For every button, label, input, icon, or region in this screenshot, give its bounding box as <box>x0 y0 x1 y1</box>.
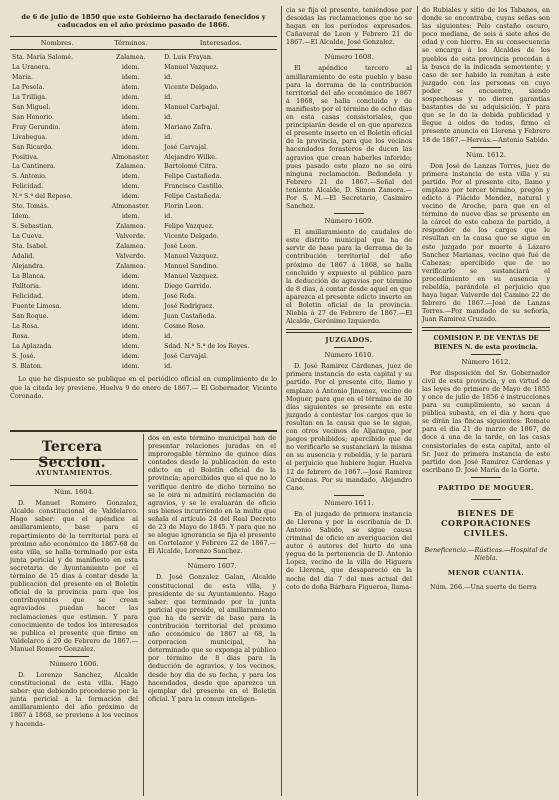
notice-text: dos en este término municipal han de presentar relaciones juradas en el improrogable término de quince días contados desde la publicación de este edicto en el Boletín oficial de la provincia; apercibidos que el que no lo verifique dentro de dicho término no se le oirá ni admitirá reclamación de agravios, y se le evaluarán de oficio sus bienes incurriendo en la multa que señala el artículo 24 del Real Decreto de 23 de Mayo de 1845. Y para que no se alegue ignorancia se fija el presente en Cortelazor y Febrero 22 de 1867.—El Alcalde, Lorenzo Sanchez. <box>148 434 276 556</box>
claim-name: Fray Gerundio. <box>12 123 61 131</box>
section-title: Tercera Seccion. <box>38 439 106 471</box>
divider <box>334 49 364 50</box>
category-line: Beneficencia.—Rústicas.—Hospital de Niebla. <box>424 546 548 563</box>
claim-term: Zalamea. <box>116 53 146 61</box>
claim-holder: Vicente Delgado. <box>164 83 219 91</box>
table-row <box>10 212 277 222</box>
district-heading: PARTIDO DE MOGUER. <box>438 484 534 493</box>
claim-name: Adalid. <box>12 253 35 261</box>
claim-holder: Manuel Vazquez. <box>164 272 219 280</box>
notice-number: Número 1609. <box>324 217 374 226</box>
notice-text: Don José de Lanzas Torres, juez de primera instancia de esta villa y su partido. Por el presente cito, llamo y emplazo por tercer término, pregón y edicto á Plácido Mendez, natural y vecino de Aroche, para que en el término de nueve días se presente en la cárcel de este cabeza de partido, á responder de los cargos que le resultan en la causa que se sigue en este juzgado por muerte á Lázaro Sanchez Marianas, vecino que fué de Cabezas; apercibido que de no verificarlo se sustanciará el procedimiento en su ausencia y rebeldía, parándole el perjuicio que haya lugar. Valverde del Camino 22 de febrero de 1867.—José de Lanzas Torres.—Por mandado de su señoría, Juan Ramirez Cruzado. <box>422 161 550 324</box>
table-row <box>10 73 277 83</box>
claim-holder: José Leon. <box>164 243 198 251</box>
claim-term: idem. <box>121 73 140 81</box>
claim-name: Felicidad. <box>12 292 44 300</box>
table-row <box>10 302 277 312</box>
table-row <box>10 292 277 302</box>
claim-term: idem. <box>121 183 140 191</box>
notice-number: Núm. 1604. <box>54 488 94 497</box>
notice-text: Núm. 266.—Una suerte de tierra <box>430 583 537 592</box>
claim-holder: Felipe Castañeda. <box>164 193 222 201</box>
claim-term: idem. <box>121 322 140 330</box>
notice-number: Número 1608. <box>324 53 374 62</box>
claim-holder: D. Luis Frayan. <box>164 53 213 61</box>
notice-closing: Lo que he dispuesto se publique en el periódico oficial en cumplimiento de lo que la citada ley previene. Huelva 9 de enero de 1867.— El Gobernador, Vicente Coronado. <box>10 375 277 400</box>
claim-term: Valverde. <box>115 233 146 241</box>
amount-heading: MENOR CUANTIA. <box>447 568 525 577</box>
column-two-upper <box>286 6 412 591</box>
claim-holder: José Rodriguez. <box>164 302 215 310</box>
column-rule <box>417 6 418 796</box>
claim-name: María. <box>12 73 33 81</box>
claim-term: idem. <box>121 133 140 141</box>
notice-text: En el juzgado de primera instancia de Llerena y por la escribanía de D. Antonio Sabido, se sigue causa criminal de oficio en averiguación del autor ó autores del hurto de una yegua de la pertenencia de D. Antonio Lopez, vecino de la villa de Higuera de Llerena, que desapareció en la noche del dia 7 del mes actual del coto de doña Bárbara Figueroa, llama- <box>286 509 412 591</box>
claim-term: idem. <box>121 113 140 121</box>
notice-number: Número 1610. <box>324 351 374 360</box>
table-row <box>10 232 277 242</box>
claim-holder: Manuel Vazquez. <box>164 63 219 71</box>
claim-name: La Cueva. <box>12 233 44 241</box>
table-row <box>10 182 277 192</box>
table-header <box>10 36 277 50</box>
notice-text: El amillaramiento de caudales de este distrito municipal que ha de servir de base para la derrama de la contribución territorial del año próximo de 1867 á 1868, se halla concluido y expuesto al público para la deducción de agravios por término de 8 días, á contar desde aquel en que aparezca el presente edicto inserto en el Boletin oficial de la provincia. Niebla á 27 de Febrero de 1867.—El Alcalde, Gerónimo Izquierdo. <box>286 228 412 326</box>
table-row <box>10 63 277 73</box>
divider <box>197 558 227 559</box>
claims-table <box>10 53 277 372</box>
table-row <box>10 242 277 252</box>
divider <box>471 147 501 148</box>
claim-name: San Miguel. <box>12 103 51 111</box>
claim-term: idem. <box>121 83 140 91</box>
notice-text: cia se fija el presente, teniéndose por desoidas las reclamaciones que no se hagan en los períodos expresados. Cañaveral de Leon y Febrero 21 de 1867.—El Alcalde, José Gonzalez. <box>286 6 412 47</box>
column-rule <box>143 434 144 796</box>
section-heading-ayuntamientos: AYUNTAMIENTOS. <box>35 468 113 477</box>
claim-term: Zalamea. <box>116 262 146 270</box>
double-rule <box>422 327 550 331</box>
claim-term: idem. <box>121 93 140 101</box>
notice-text: D. Manuel Romero Gonzalez, Alcalde constitucional de Valdelarco. Hago saber: que el apéndice al amillaramiento, base para el repartimiento de la territorial para el próximo año económico de 1867-68 de esta villa, se halla terminado por esta junta pericial y de manifiesto en esta secretaria de Ayuntamiento por el término de 15 dias á contar desde la publicación del presente en el Boletín oficial de la provincia para que los contribuyentes que se crean agraviados puedan hacer las reclamaciones que estimen. Y para conocimiento de todos los interesados se publica el presente que firmo en Valdelarco á 29 de Febrero de 1867.—Manuel Romero Gonzalez. <box>10 499 138 653</box>
divider <box>334 213 364 214</box>
claim-name: La Aplazada. <box>12 342 54 350</box>
notice-text: D. José Ramirez Cárdenas, juez de primera instancia de esta capital y su partido. Por el presente cito, llamo y emplazo á Antonio Jimenez, vecino de Moguer, para que en el término de 30 días siguientes se presente en este juzgado á contestar los cargos que le resultan en la causa que se le sigue, con otros vecinos de Aljaraque, por juegos prohibidos; apercibido que de no verificarlo se sustanciará la misma en su ausencia y rebeldía, y le parará el perjuicio que hubiere lugar. Huelva 12 de febrero de 1867.—José Ramirez Cárdenas. Por su mandado, Alejandro Cano. <box>286 362 412 492</box>
claim-name: S. Sebastian. <box>12 223 54 231</box>
commission-heading: COMISION P. DE VENTAS DE BIENES N. de esta provincia. <box>433 334 539 351</box>
assets-heading: BIENES DE CORPORACIONES CIVILES. <box>441 508 531 539</box>
claim-term: Zalamea. <box>116 243 146 251</box>
table-row <box>10 332 277 342</box>
claim-term: idem. <box>121 143 140 151</box>
claim-term: idem. <box>121 342 140 350</box>
claim-name: Rosa. <box>12 332 30 340</box>
claim-name: S. Blaton. <box>12 362 43 370</box>
claim-name: La Cantinera. <box>12 163 56 171</box>
claim-holder: Felipe Vazquez. <box>164 223 214 231</box>
notice-number: Número 1612. <box>461 357 511 366</box>
table-row <box>10 162 277 172</box>
claim-name: La Trilliga. <box>12 93 47 101</box>
claim-holder: José Rofa. <box>164 292 197 300</box>
claim-holder: id. <box>164 213 173 221</box>
notice-number: Número 1611. <box>324 498 374 507</box>
notice-text: do Rubiales y sitio de los Tabanos, en donde se encontraba, cuyas señas son las siguientes: Pelo castaño oscuro, poco mediana, de seis á siete años de edad y con hierro. En su consecuencia se encarga á los Alcaldes de los pueblos de esta provincia procedan á la busca de la indicada semoviente; y caso de ser habido la remitan á este juzgado con las personas en cuyo poder se encuentre, siendo sospechosas y no dieren garantías bastantes de su adquisición. Y para que se le de la debida publicidad y llegue á oidos de todos, firmo el presente anuncio en Llerena y Febrero 18 de 1867.—Hervás.—Antonio Sabido. <box>422 6 550 144</box>
table-row <box>10 133 277 143</box>
claim-name: Felicidad. <box>12 183 44 191</box>
header-terms: Términos. <box>114 38 148 47</box>
claim-holder: Florin Leon. <box>164 203 204 211</box>
claim-holder: José Carvajal. <box>164 352 209 360</box>
table-row <box>10 192 277 202</box>
notice-text: D. José Gonzalez Galan, Alcalde constitucional de esta villa, y presidente de su Ayuntamiento. Hago saber: que terminado por la junta pericial que preside, el amillaramiento que ha de servir de base para la contribución territorial del próximo año económico de 1867 al 68, la corporacion municipal, ha determinado que se exponga al público por término de 8 dias para la deducción de agravios, y los vecinos, desde hoy dia de su fecha, y para los hacendados, desde que aparezca un ejemplar del presente en el Boletín oficial. Y para la comun inteligen- <box>148 573 276 703</box>
claim-name: San Ricardo. <box>12 143 53 151</box>
claim-holder: Sdad. N.ª S.ª de los Reyes. <box>164 342 250 350</box>
claim-term: Almonaster. <box>111 203 150 211</box>
divider <box>334 495 364 496</box>
claim-holder: Francisco Castillo. <box>164 183 224 191</box>
claim-holder: Alejandro Wilke. <box>164 153 217 161</box>
claim-name: La Blanca. <box>12 272 46 280</box>
notice-lead: de 6 de julio de 1850 que este Gobierno ha declarado fenecidos y caducados en el año próximo pasado de 1866. <box>21 12 266 29</box>
divider <box>471 477 501 478</box>
table-row <box>10 113 277 123</box>
claim-term: idem. <box>121 362 140 370</box>
table-row <box>10 322 277 332</box>
table-row <box>10 252 277 262</box>
claim-holder: id. <box>164 113 173 121</box>
claim-name: Positiva. <box>12 153 39 161</box>
claim-term: idem. <box>121 282 140 290</box>
claim-name: La Rosa. <box>12 322 40 330</box>
claim-term: idem. <box>121 123 140 131</box>
claim-name: S. José. <box>12 352 36 360</box>
claim-name: La Pesela. <box>12 83 45 91</box>
mining-notice <box>10 6 277 400</box>
claim-name: San Honorio. <box>12 113 54 121</box>
claim-holder: Manuel Carbajal. <box>164 103 220 111</box>
claim-name: Palltoria. <box>12 282 41 290</box>
column-one-lower <box>10 459 138 728</box>
notice-text: D. Lorenzo Sanchez, Alcalde constitucional de esta villa. Hago saber: que debiendo procederse por la junta pericial á la formación del amillaramiento del año próximo de 1867 á 1868, se previene á los vecinos y hacenda- <box>10 670 138 728</box>
claim-term: idem. <box>121 272 140 280</box>
header-names: Nombres. <box>40 38 74 47</box>
divider <box>471 499 501 500</box>
claim-term: idem. <box>121 103 140 111</box>
claim-holder: Felipe Castañeda. <box>164 173 222 181</box>
claim-holder: id. <box>164 73 173 81</box>
claim-holder: Manuel Vazquez. <box>164 253 219 261</box>
claim-term: idem. <box>121 193 140 201</box>
claim-term: idem. <box>121 302 140 310</box>
claim-name: Sta. Isabel. <box>12 243 48 251</box>
table-row <box>10 362 277 372</box>
table-row <box>10 83 277 93</box>
claim-term: Almonaster. <box>111 153 150 161</box>
table-row <box>10 272 277 282</box>
claim-name: N.ª S.ª del Reposo. <box>12 193 73 201</box>
notice-text: Por disposición del Sr. Gobernador civil de esta provincia, y en virtud de las leyes de primero de Mayo de 1855 y once de julio de 1856 é instrucciones para su cumplimiento, se sacan á pública subasta, en el dia y hora que se dirán las fincas siguientes: Remate para el dia 21 de marzo de 1867, de doce á una de la tarde, en las casas consistoriales de esta capital, ante el Sr. Juez de primera instancia de este partido don José Ramirez Cárdenas y escribano D. José María de la Gorte. <box>422 368 550 474</box>
column-three <box>422 6 550 592</box>
claim-holder: Bartolomé Citra. <box>164 163 218 171</box>
column-two-lower <box>148 434 276 703</box>
claim-term: idem. <box>121 312 140 320</box>
table-row <box>10 53 277 63</box>
claim-name: S. Antonio. <box>12 173 47 181</box>
table-row <box>10 202 277 212</box>
claim-holder: id. <box>164 332 173 340</box>
table-row <box>10 282 277 292</box>
notice-number: Núm. 1612. <box>466 150 506 159</box>
claim-name: Alejandra. <box>12 262 45 270</box>
claim-term: idem. <box>121 213 140 221</box>
column-rule <box>281 6 282 796</box>
ayuntamientos-heading-box <box>10 459 138 486</box>
claim-holder: Diego Garrido. <box>164 282 212 290</box>
claim-term: Valverde. <box>115 253 146 261</box>
claim-name: La Uraoera. <box>12 63 51 71</box>
claim-name: Lívabegua. <box>12 133 48 141</box>
divider <box>59 656 89 657</box>
notice-number: Número 1607. <box>187 562 237 571</box>
claim-term: Zalamea. <box>116 163 146 171</box>
claim-holder: Mariano Zafra. <box>164 123 213 131</box>
table-row <box>10 342 277 352</box>
table-row <box>10 222 277 232</box>
claim-holder: Juan Castañeda. <box>164 312 217 320</box>
claim-term: idem. <box>121 173 140 181</box>
header-interested: Interesados. <box>199 38 242 47</box>
notice-number: Número 1606. <box>49 659 99 668</box>
table-row <box>10 153 277 163</box>
claim-holder: id. <box>164 93 173 101</box>
claim-name: San Roque. <box>12 312 49 320</box>
notice-text: El apéndice tercero al amillaramiento de este pueblo y base para la derrama de la contribución territorial del año económico de 1867 á 1868, se halla concluido y de manifiesto por el término de ocho dias en esta casas consistoriales, que principiarán desde el en que aparezca el presente inserto en el Boletín oficial de la provincia, para que los vecinos hacendados forasteros de ducen las agravios que crean haberles inferido; pues pasado este plazo no se oirá ninguna reclamación. Bedondela y Febrero 21 de 1867.—Señal del teniente Alcalde, D. Simon Zamora.—Por S. M.—El Secretario, Casimiro Sanchez. <box>286 64 412 211</box>
claim-term: idem. <box>121 63 140 71</box>
table-row <box>10 103 277 113</box>
claim-holder: id. <box>164 362 173 370</box>
claim-holder: Cosme Roso. <box>164 322 206 330</box>
claim-name: Sta. María Salomé. <box>12 53 74 61</box>
claim-term: idem. <box>121 352 140 360</box>
claim-holder: José Carvajal. <box>164 143 209 151</box>
table-row <box>10 352 277 362</box>
divider <box>471 354 501 355</box>
table-row <box>10 143 277 153</box>
claim-name: Sto. Tomás. <box>12 203 49 211</box>
double-rule <box>286 329 412 333</box>
claim-term: idem. <box>121 292 140 300</box>
table-row <box>10 93 277 103</box>
claim-holder: Vicente Delgado. <box>164 233 219 241</box>
table-row <box>10 262 277 272</box>
claim-holder: id. <box>164 133 173 141</box>
section-heading-juzgados: JUZGADOS. <box>325 336 373 345</box>
table-row <box>10 172 277 182</box>
table-row <box>10 123 277 133</box>
claim-name: Fuente Limosa. <box>12 302 62 310</box>
claim-term: idem. <box>121 332 140 340</box>
claim-term: Zalamea. <box>116 223 146 231</box>
claim-name: Idem. <box>12 213 31 221</box>
table-row <box>10 312 277 322</box>
claim-holder: Manuel Sandino. <box>164 262 219 270</box>
divider <box>334 347 364 348</box>
